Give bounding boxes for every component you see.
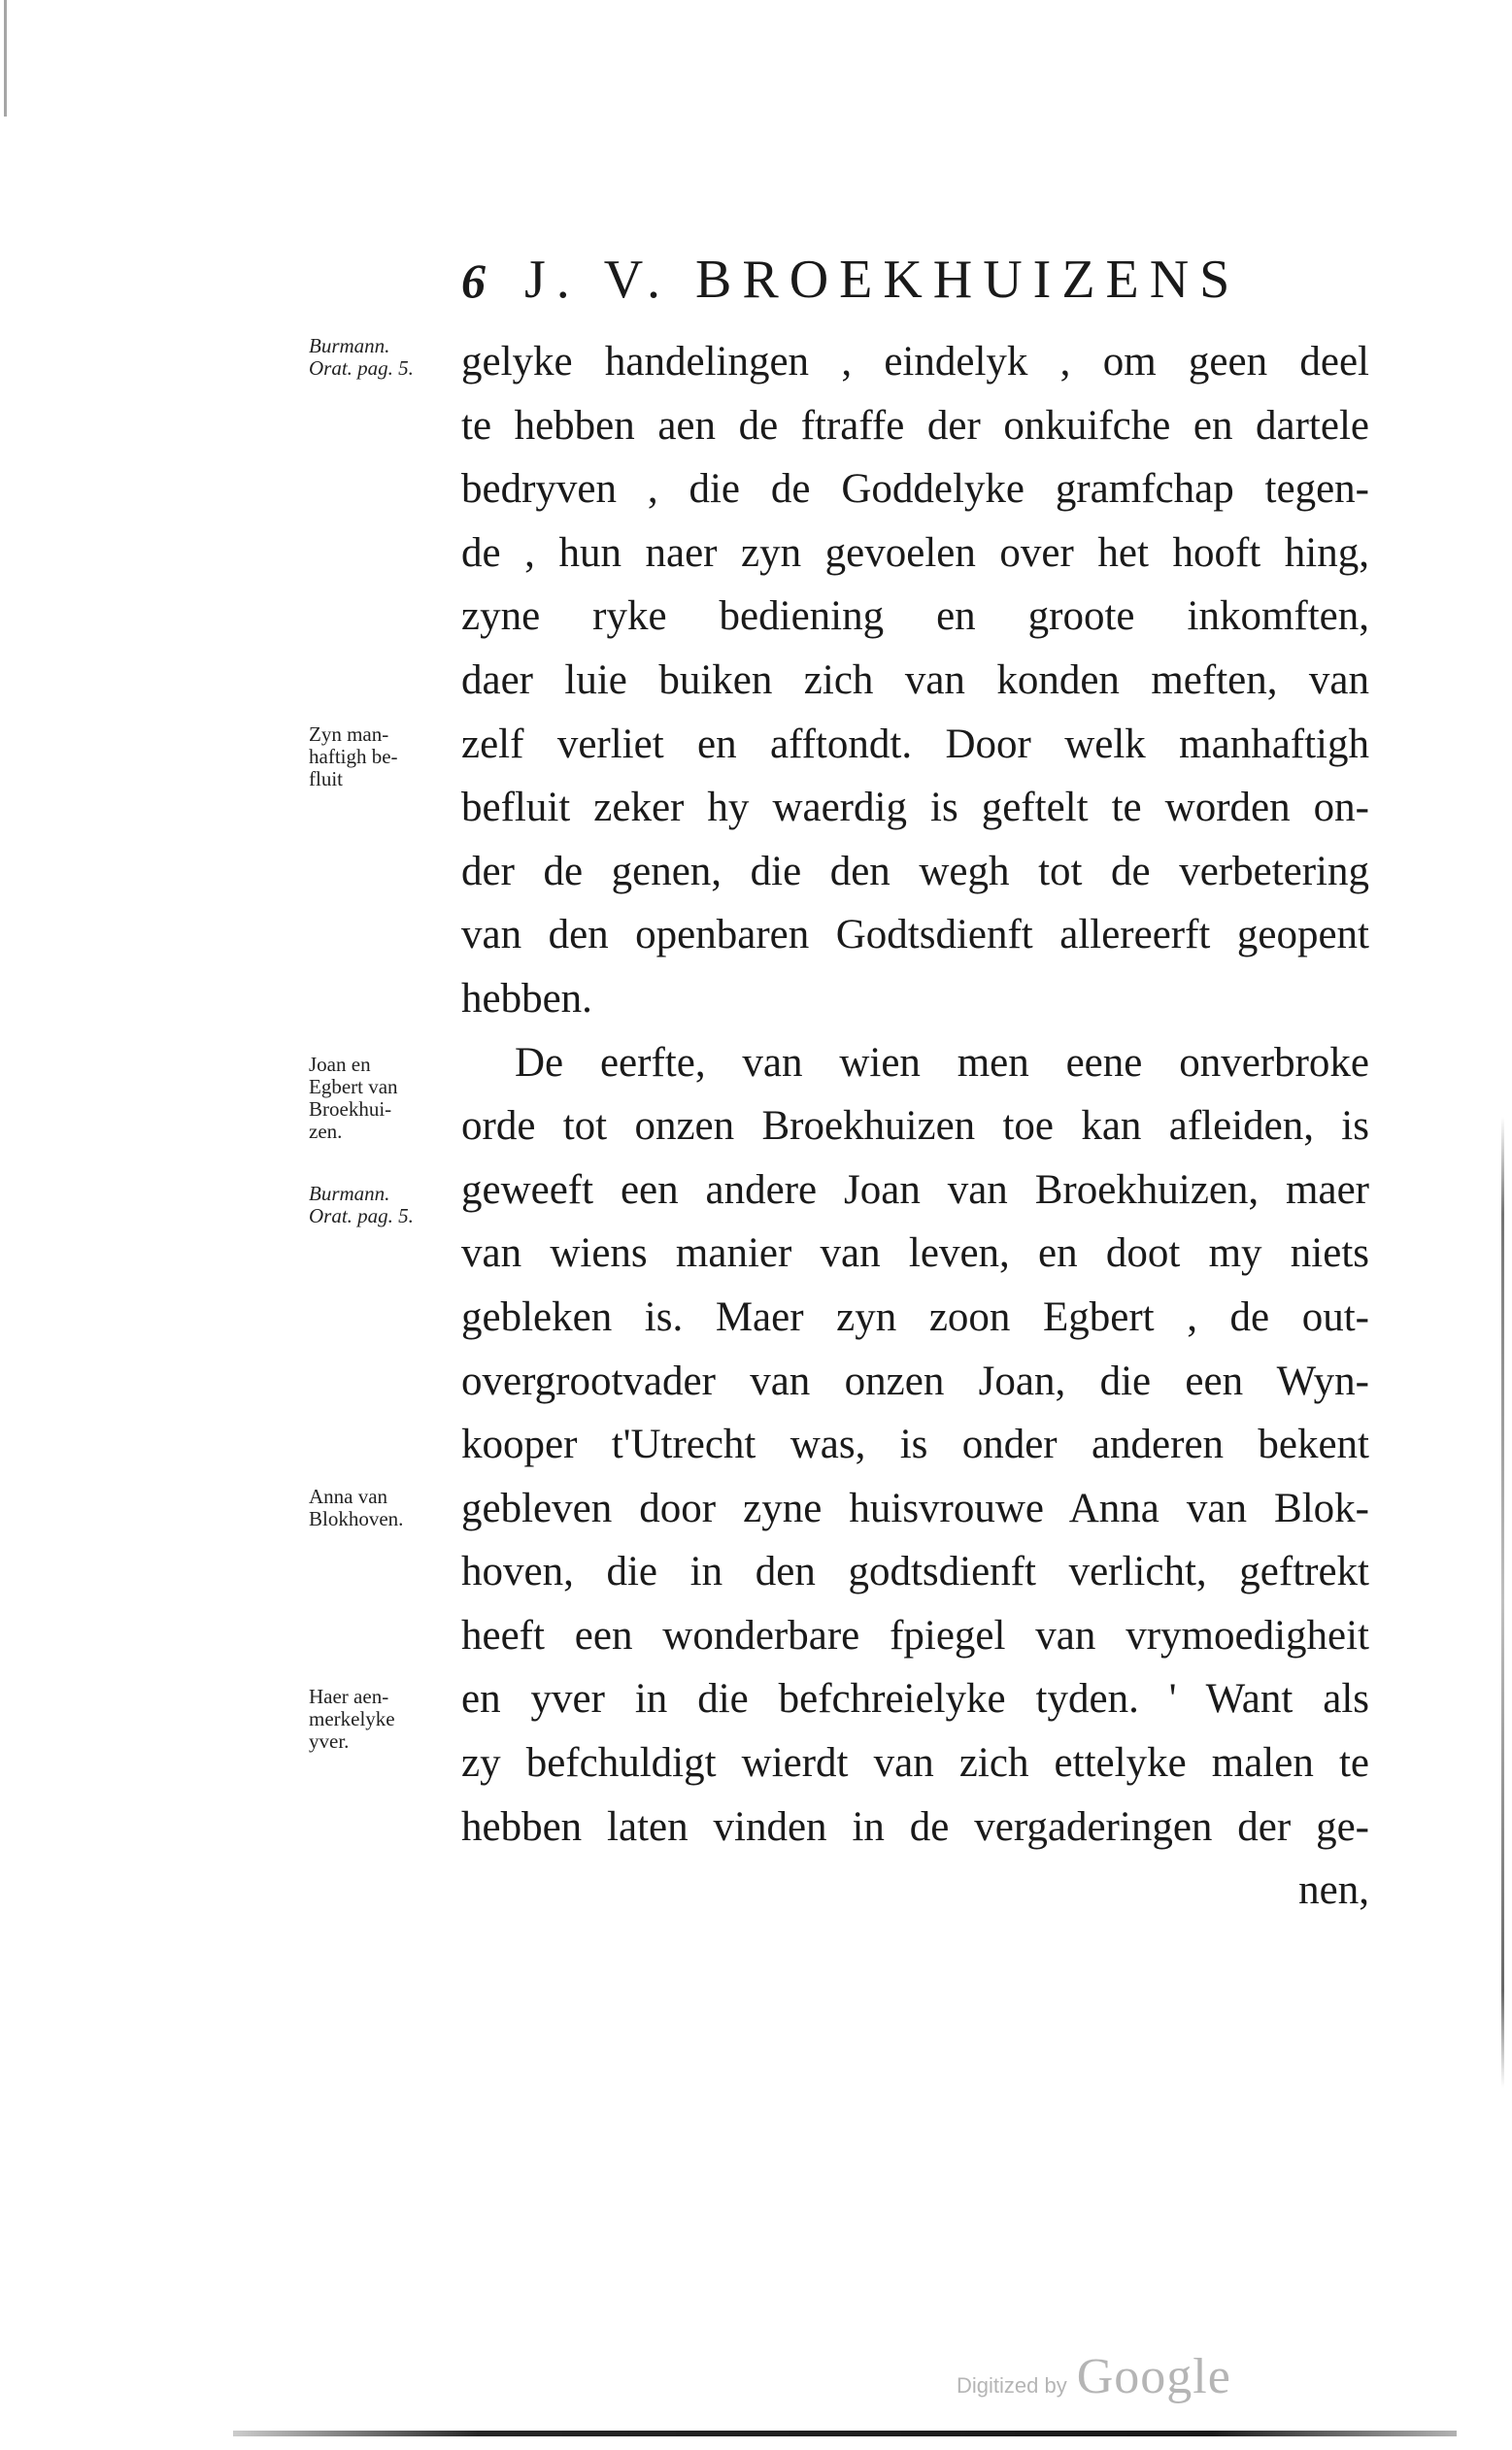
margin-note-line: Zyn man- [309,722,389,746]
text-line: van den openbaren Godtsdienft allereerft geopent [461,912,1369,958]
text-line: gelyke handelingen , eindelyk , om geen deel [461,339,1369,385]
text-line: orde tot onzen Broekhuizen toe kan afleiden, is [461,1103,1369,1150]
text-line: gebleken is. Maer zyn zoon Egbert , de out- [461,1293,1369,1340]
margin-note-line: Haer aen- [309,1685,389,1708]
margin-note-line: Joan en [309,1053,371,1076]
margin-note-line: Orat. pag. 5. [309,1204,414,1227]
text-line: daer luie buiken zich van konden meften, van [461,656,1369,703]
text-line: hebben. [461,975,592,1022]
margin-note-anna [309,1486,454,1530]
text-line: heeft een wonderbare fpiegel van vrymoedigheit [461,1612,1369,1659]
text-line: befluit zeker hy waerdig is geftelt te worden on- [461,785,1369,831]
page-number: 6 [461,253,486,308]
margin-note-line: fluit [309,767,343,790]
google-logo: Google [1076,2349,1231,2404]
digitized-watermark [957,2348,1231,2405]
margin-note-line: Orat. pag. 5. [309,356,414,380]
text-line: bedryven , die de Goddelyke gramfchap tegen- [461,466,1369,513]
text-line: hebben laten vinden in de vergaderingen der ge- [461,1803,1369,1850]
margin-note-manhaftigh [309,723,454,790]
text-line: zy befchuldigt wierdt van zich ettelyke malen te [461,1740,1369,1787]
margin-note-line: merkelyke [309,1707,395,1730]
text-line: te hebben aen de ftraffe der onkuifche en dartele [461,402,1369,449]
running-title: J. V. BROEKHUIZENS [524,250,1241,310]
margin-note-line: haftigh be- [309,745,398,768]
paragraph-1 [461,330,1369,1031]
text-line: geweeft een andere Joan van Broekhuizen, maer [461,1166,1369,1213]
text-line: de , hun naer zyn gevoelen over het hooft hing, [461,529,1369,576]
scan-bottom-edge [233,2431,1457,2436]
margin-note-line: Burmann. [309,1182,390,1205]
catchword: nen, [1298,1867,1369,1914]
text-line: van wiens manier van leven, en doot my niets [461,1230,1369,1277]
margin-note-burmann-1 [309,335,454,380]
margin-note-line: zen. [309,1120,343,1143]
text-line: der de genen, die den wegh tot de verbetering [461,848,1369,894]
margin-note-line: Blokhoven. [309,1507,404,1530]
margin-note-line: Egbert van [309,1075,398,1098]
page-header [461,249,1335,317]
paragraph-2 [461,1031,1369,1860]
margin-note-yver [309,1686,454,1753]
body-text [461,330,1369,1923]
scan-edge-right [1501,1117,1504,2088]
text-line: zelf verliet en afftondt. Door welk manhaftigh [461,721,1369,767]
text-line: en yver in die befchreielyke tyden. ' Want als [461,1676,1369,1723]
margin-note-line: yver. [309,1729,350,1753]
margin-note-line: Burmann. [309,334,390,357]
text-line: kooper t'Utrecht was, is onder anderen bekent [461,1422,1369,1468]
text-line: zyne ryke bediening en groote inkomften, [461,593,1369,640]
margin-note-line: Anna van [309,1485,388,1508]
text-line: De eerfte, van wien men eene onverbroke [515,1039,1369,1086]
margin-note-line: Broekhui- [309,1097,392,1121]
text-line: hoven, die in den godtsdienft verlicht, geftrekt [461,1549,1369,1595]
text-line: overgrootvader van onzen Joan, die een Wyn- [461,1358,1369,1404]
margin-note-joan-egbert [309,1054,454,1143]
margin-note-burmann-2 [309,1183,454,1227]
text-line: gebleven door zyne huisvrouwe Anna van Blok- [461,1485,1369,1531]
scan-edge-left [4,0,7,117]
watermark-prefix: Digitized by [957,2373,1067,2398]
